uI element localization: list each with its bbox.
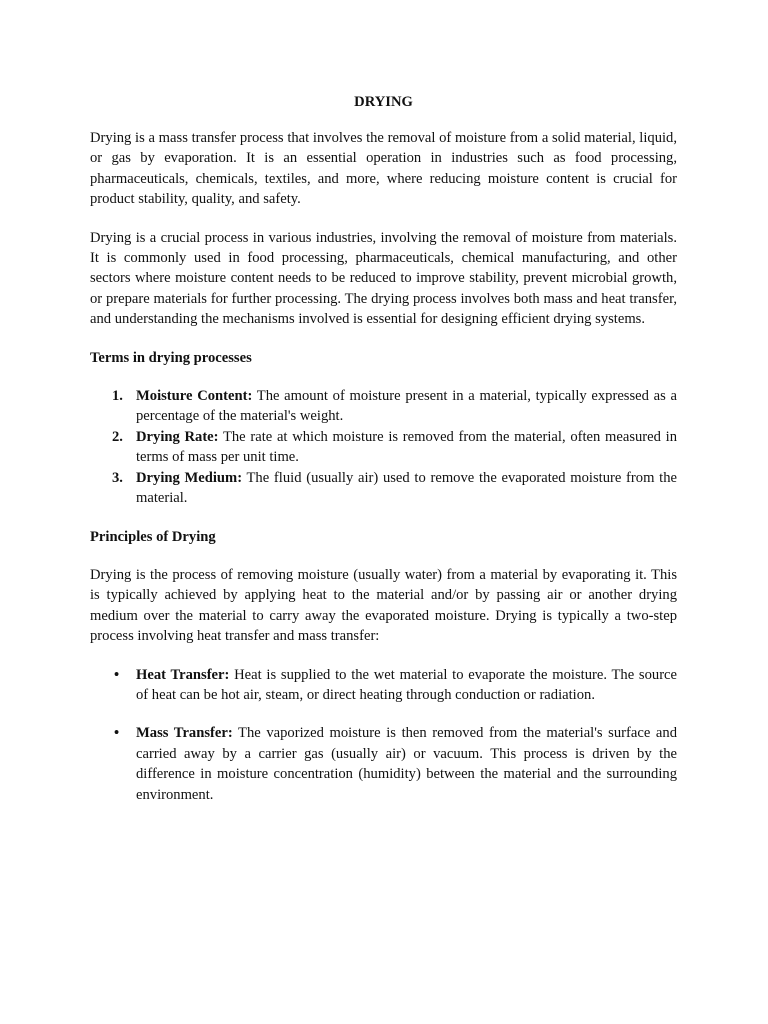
principles-paragraph: Drying is the process of removing moisture (usually water) from a material by evaporating it. This is typically achieved by applying heat to the material and/or by passing air or another drying medium over the material to carry away the evaporated moisture. Drying is typically a two-step process involving heat transfer and mass transfer: xyxy=(90,566,677,645)
bullet-item xyxy=(90,723,677,805)
term-label: Drying Medium: xyxy=(136,469,243,486)
term-label: Moisture Content: xyxy=(136,388,253,405)
term-number: 3. xyxy=(112,469,123,486)
bullet-term: Mass Transfer: xyxy=(136,725,233,742)
bullet-text: The vaporized moisture is then removed from the material's surface and carried away by a carrier gas (usually air) or vacuum. This process is driven by the difference in moisture concentration (humidity) between the material and the surrounding environment. xyxy=(136,725,677,803)
bullet-item xyxy=(90,665,677,706)
term-number: 2. xyxy=(112,428,123,445)
term-definition: The rate at which moisture is removed from the material, often measured in terms of mass per unit time. xyxy=(136,428,677,466)
term-item xyxy=(90,386,677,427)
bullet-text: Heat is supplied to the wet material to evaporate the moisture. The source of heat can be hot air, steam, or direct heating through conduction or radiation. xyxy=(136,666,678,703)
principles-bullet-list xyxy=(90,665,677,805)
terms-heading: Terms in drying processes xyxy=(90,349,252,366)
bullet-icon: • xyxy=(114,666,120,683)
intro-paragraph-1: Drying is a mass transfer process that involves the removal of moisture from a solid material, liquid, or gas by evaporation. It is an essential operation in industries such as food processing, pharmaceuticals, chemicals, textiles, and more, where reducing moisture content is crucial for product stability, quality, and safety. xyxy=(90,130,677,208)
term-item xyxy=(90,468,677,509)
bullet-icon: • xyxy=(114,725,120,742)
term-definition: The fluid (usually air) used to remove the evaporated moisture from the material. xyxy=(136,469,677,507)
principles-heading: Principles of Drying xyxy=(90,528,216,545)
terms-list xyxy=(90,386,677,508)
bullet-term: Heat Transfer: xyxy=(136,666,230,683)
term-definition: The amount of moisture present in a material, typically expressed as a percentage of the material's weight. xyxy=(136,388,678,425)
document-title: DRYING xyxy=(354,94,413,110)
term-label: Drying Rate: xyxy=(136,428,219,445)
intro-paragraph-2: Drying is a crucial process in various industries, involving the removal of moisture from materials. It is commonly used in food processing, pharmaceuticals, chemical manufacturing, and other sectors where moisture content needs to be reduced to improve stability, prevent microbial growth, or prepare materials for further processing. The drying process involves both mass and heat transfer, and understanding the mechanisms involved is essential for designing efficient drying systems. xyxy=(90,229,677,328)
term-number: 1. xyxy=(112,388,123,405)
document-page xyxy=(90,94,677,823)
term-item xyxy=(90,427,677,468)
